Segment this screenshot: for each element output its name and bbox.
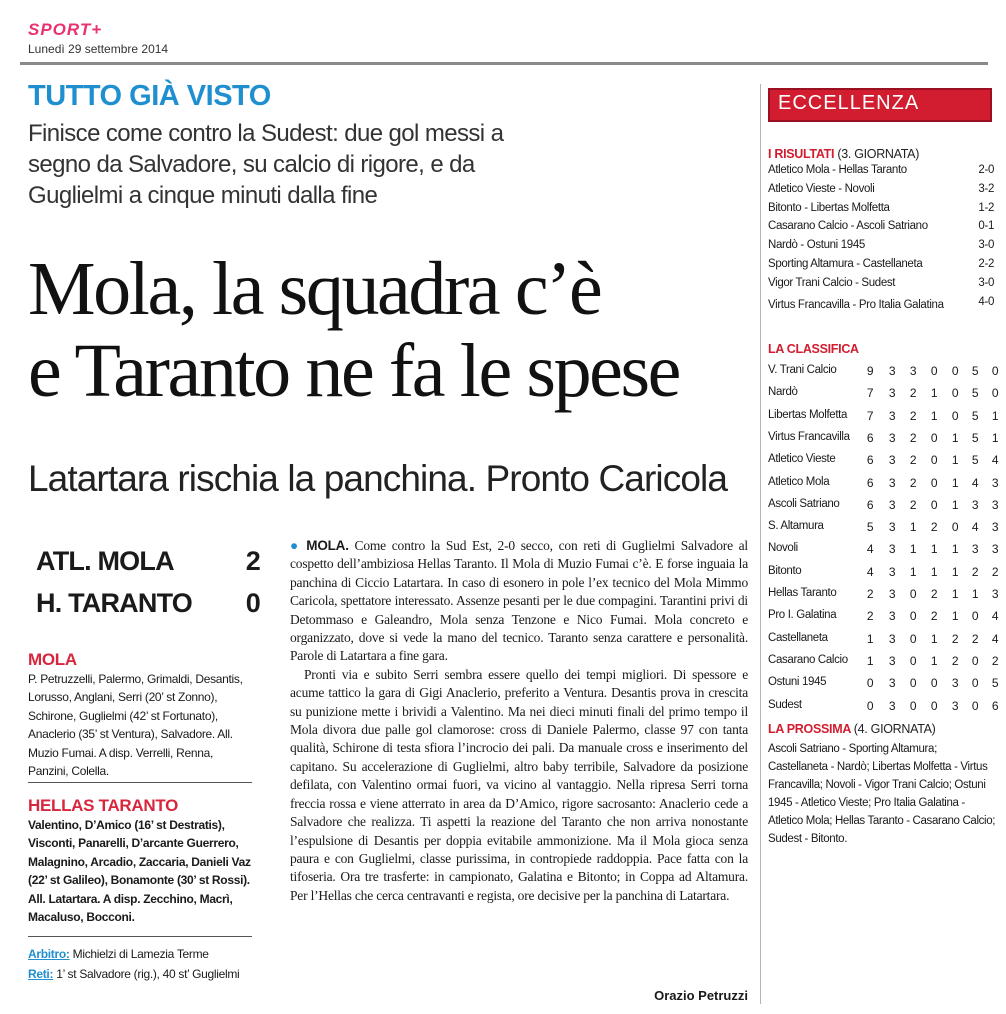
goals-row: [28, 966, 254, 983]
standings-value: 1: [866, 631, 874, 646]
away-goals: 0: [245, 588, 260, 618]
next-fixtures: Ascoli Satriano - Sporting Altamura; Castellaneta - Nardò; Libertas Molfetta - Virtus Francavilla; Novoli - Vigor Trani Calcio; Ostuni 1945 - Atletico Vieste; Pro Italia Galatina - Atletico Mola; Hellas Taranto - Casarano Calcio; Sudest - Bitonto.: [768, 743, 996, 845]
standings-team: V. Trani Calcio: [768, 364, 837, 376]
result-row: [768, 296, 994, 332]
result-score: 3-2: [978, 183, 994, 195]
article-headline: [28, 248, 788, 412]
result-score: 4-0: [978, 296, 994, 308]
result-score: 3-0: [978, 277, 994, 289]
standings-value: 3: [888, 386, 896, 401]
standings-value: 1: [951, 587, 959, 601]
standings-value: 1: [866, 653, 874, 668]
standings-value: 7: [866, 386, 874, 401]
body-paragraph-2: Pronti via e subito Serri sembra essere quello dei tempi migliori. Di spessore e acume tattico la gara di Gigi Anaclerio, preferito a Ventura. Desantis prova in crescita su punizione mette i brividi a Valentino. Ma nei dieci minuti finali del primo tempo il Mola divora due palle gol clamorose: cross di Daniele Palermo, classe 97 con tanta qualità, Schirone di testa sfiora l’incrocio dei pali. Da manuale cross e inserimento del capitano. Su accelerazione di Guglielmi, altro baby terribile, Salvadore da posizione defilata, con Valentino ormai fuori, va vicino al vantaggio. Nella ripresa Serri torna freccia rossa e viene atterrato in area da D’Amico, rigore sacrosanto: Anaclerio cede a Salvadore che realizza. Ti aspetti la reazione del Taranto che non arriva nonostante l’espulsione di Desantis per doppia evitabile ammonizione. Ma il Mola gioca senza paura e con Guglielmi, classe purissima, in contropiede raddoppia. Pace fatta con la tifoseria. Ora tre trasferte: in campionato, Galatina e Bitonto; in Coppa ad Altamura. Per l’Hellas che cerca centravanti e regista, ore decisive per la panchina di Latartara.: [290, 666, 748, 903]
home-goals: 2: [245, 546, 260, 576]
standings-value: 7: [866, 408, 874, 423]
standings-value: 2: [991, 653, 999, 668]
brand-name: SPORT: [28, 20, 92, 39]
standings-value: 0: [909, 676, 917, 691]
standings-value: 5: [991, 676, 999, 691]
standings-value: 2: [971, 631, 979, 646]
standings-value: 3: [888, 430, 896, 445]
standings-value: 5: [971, 408, 979, 423]
mola-label: MOLA: [28, 650, 77, 669]
standings-team: Sudest: [768, 698, 802, 711]
standings-value: 2: [909, 408, 917, 423]
standings-value: 3: [888, 676, 896, 691]
body-p1-text: Come contro la Sud Est, 2-0 secco, con reti di Guglielmi Salvadore al cospetto dell’ambiziosa Hellas Taranto. Il Mola di Muzio Fumai c’è. E forse inguaia la panchina di Ciccio Latartara. In caso di esonero in pole l’ex tecnico del Mola Mimmo Caricola, spettatore interessato. Assenze pesanti per le due compagini. Tarantini privi di Detommaso e Galeandro, Mola senza Tenzone e Nico Fumai. Mola concreto e organizzato, dove si vede la mano del tecnico. Taranto senza carattere e personalità. Parole di Latartara a fine gara.: [290, 538, 748, 664]
result-match: Nardò - Ostuni 1945: [768, 239, 865, 251]
standings-value: 3: [991, 542, 999, 557]
standings-value: 3: [971, 497, 979, 512]
standings-value: 0: [951, 386, 959, 401]
standings-value: 3: [888, 698, 896, 713]
standings-value: 3: [888, 520, 896, 535]
result-match: Virtus Francavilla - Pro Italia Galatina: [768, 299, 944, 311]
standings-team: Casarano Calcio: [768, 653, 848, 666]
standings-value: 0: [909, 631, 917, 646]
standings-value: 0: [991, 386, 999, 401]
standings-value: 1: [951, 609, 959, 624]
standings-value: 0: [930, 430, 938, 445]
standings-value: 4: [971, 520, 979, 535]
bullet-icon: ●: [290, 538, 301, 553]
standings-value: 3: [888, 587, 896, 601]
standings-value: 0: [951, 364, 959, 378]
standings-value: 0: [971, 676, 979, 691]
standings-value: 6: [866, 453, 874, 468]
standings-value: 3: [991, 475, 999, 490]
standings-value: 5: [866, 520, 874, 535]
body-lead: MOLA.: [306, 538, 349, 553]
standings-value: 3: [888, 453, 896, 468]
article-deck: Latartara rischia la panchina. Pronto Caricola: [28, 458, 727, 499]
header-divider: [20, 62, 988, 65]
standings-value: 1: [930, 631, 938, 646]
standings-value: 3: [888, 542, 896, 557]
brand-logo: [28, 20, 102, 40]
standings-value: 1: [930, 653, 938, 668]
taranto-label: HELLAS TARANTO: [28, 796, 179, 815]
standings-value: 0: [930, 698, 938, 713]
standings-value: 1: [971, 587, 979, 601]
standings-team: Atletico Vieste: [768, 453, 836, 466]
standings-value: 1: [909, 564, 917, 579]
standings-value: 2: [909, 386, 917, 401]
standings-value: 4: [991, 631, 999, 646]
results-heading: [768, 147, 919, 161]
mola-lineup: P. Petruzzelli, Palermo, Grimaldi, Desantis, Lorusso, Anglani, Serri (20’ st Zonno), Schirone, Guglielmi (42’ st Fortunato), Anaclerio (35’ st Ventura), Salvadore. All. Muzio Fumai. A disp. Verrelli, Renna, Panzini, Colella.: [28, 672, 243, 779]
standings-value: 0: [866, 698, 874, 713]
result-score: 2-2: [978, 258, 994, 270]
standings-value: 1: [951, 453, 959, 468]
standings-value: 1: [909, 542, 917, 557]
standings-value: 1: [951, 497, 959, 512]
standings-value: 0: [866, 676, 874, 691]
standings-value: 1: [951, 430, 959, 445]
standings-value: 2: [930, 520, 938, 535]
standings-team: Virtus Francavilla: [768, 430, 850, 443]
standings-value: 2: [930, 609, 938, 624]
standings-team: Libertas Molfetta: [768, 408, 848, 421]
standings-team: S. Altamura: [768, 520, 824, 533]
score-row-away: [36, 588, 260, 620]
standings-team: Atletico Mola: [768, 475, 830, 488]
standings-value: 3: [971, 542, 979, 557]
standings-value: 1: [909, 520, 917, 535]
standings-team: Castellaneta: [768, 631, 828, 644]
standings-team: Ostuni 1945: [768, 676, 827, 689]
standings-value: 4: [991, 453, 999, 468]
results-label: I RISULTATI: [768, 147, 835, 161]
standings-value: 2: [866, 587, 874, 601]
referee-row: [28, 946, 254, 963]
standings-value: 2: [951, 631, 959, 646]
standings-value: 0: [930, 497, 938, 512]
standings-value: 3: [888, 475, 896, 490]
standings-value: 3: [909, 364, 917, 378]
standings-value: 0: [930, 453, 938, 468]
result-score: 3-0: [978, 239, 994, 251]
referee-divider: [28, 936, 252, 937]
standings-value: 0: [951, 520, 959, 535]
referee-name: Michielzi di Lamezia Terme: [72, 947, 209, 961]
standings-value: 0: [951, 408, 959, 423]
standings-value: 2: [909, 453, 917, 468]
standings-value: 6: [866, 497, 874, 512]
standings-team: Novoli: [768, 542, 798, 555]
standings-value: 9: [866, 364, 874, 378]
standings-value: 1: [951, 542, 959, 557]
standings-value: 2: [909, 497, 917, 512]
goals-text: 1’ st Salvadore (rig.), 40 st’ Guglielmi: [56, 967, 240, 981]
result-match: Bitonto - Libertas Molfetta: [768, 202, 890, 214]
standings-value: 1: [930, 386, 938, 401]
standings-value: 0: [971, 698, 979, 713]
next-heading: [768, 722, 936, 736]
standings-value: 2: [866, 609, 874, 624]
article-kicker: TUTTO GIÀ VISTO: [28, 80, 271, 112]
standings-value: 2: [991, 564, 999, 579]
headline-line-1: Mola, la squadra c’è: [28, 247, 601, 331]
lineup-divider: [28, 782, 252, 783]
away-team: H. TARANTO: [36, 588, 192, 618]
score-row-home: [36, 546, 260, 578]
standings-value: 3: [951, 698, 959, 713]
next-label: LA PROSSIMA: [768, 722, 851, 736]
standings-value: 2: [909, 475, 917, 490]
standings-value: 0: [909, 609, 917, 624]
result-match: Vigor Trani Calcio - Sudest: [768, 277, 896, 289]
standings-value: 0: [930, 364, 938, 378]
standings-value: 4: [991, 609, 999, 624]
standings-value: 0: [930, 676, 938, 691]
article-body: [290, 537, 748, 905]
standings-value: 0: [971, 653, 979, 668]
standings-value: 1: [951, 475, 959, 490]
result-match: Casarano Calcio - Ascoli Satriano: [768, 220, 928, 232]
standings-value: 3: [991, 587, 999, 601]
result-match: Atletico Mola - Hellas Taranto: [768, 164, 907, 176]
result-match: Atletico Vieste - Novoli: [768, 183, 875, 195]
standings-value: 3: [888, 631, 896, 646]
goals-label: Reti:: [28, 967, 54, 981]
standings-value: 4: [866, 564, 874, 579]
referee-label: Arbitro:: [28, 947, 70, 961]
result-score: 0-1: [978, 220, 994, 232]
sidebar-title: ECCELLENZA: [778, 92, 920, 114]
brand-plus: +: [91, 20, 103, 39]
standings-value: 1: [991, 430, 999, 445]
issue-date: Lunedì 29 settembre 2014: [28, 42, 169, 56]
standings-value: 2: [930, 587, 938, 601]
standings-value: 0: [930, 475, 938, 490]
standings-heading: LA CLASSIFICA: [768, 342, 859, 356]
standings-team: Pro I. Galatina: [768, 609, 837, 622]
standings-value: 2: [909, 430, 917, 445]
sidebar-divider: [760, 84, 761, 1004]
standings-value: 1: [951, 564, 959, 579]
standings-value: 3: [888, 497, 896, 512]
standings-value: 1: [930, 542, 938, 557]
standings-value: 5: [971, 430, 979, 445]
standings-value: 4: [971, 475, 979, 490]
headline-line-2: e Taranto ne fa le spese: [28, 329, 680, 413]
standings-team: Ascoli Satriano: [768, 497, 840, 510]
standings-team: Hellas Taranto: [768, 587, 837, 599]
result-score: 2-0: [978, 164, 994, 176]
standings-value: 1: [930, 564, 938, 579]
home-team: ATL. MOLA: [36, 546, 174, 576]
result-match: Sporting Altamura - Castellaneta: [768, 258, 923, 270]
standings-value: 0: [909, 653, 917, 668]
next-sub: (4. GIORNATA): [853, 722, 936, 736]
standings-value: 5: [971, 453, 979, 468]
standings-value: 3: [888, 364, 896, 378]
standings-value: 0: [909, 587, 917, 601]
standings-value: 5: [971, 386, 979, 401]
standings-value: 2: [951, 653, 959, 668]
standings-value: 1: [930, 408, 938, 423]
standings-value: 3: [888, 653, 896, 668]
standings-value: 1: [991, 408, 999, 423]
result-score: 1-2: [978, 202, 994, 214]
standings-value: 6: [866, 475, 874, 490]
standings-value: 2: [971, 564, 979, 579]
standings-team: Bitonto: [768, 564, 802, 577]
standings-value: 5: [971, 364, 979, 378]
standings-value: 4: [866, 542, 874, 557]
standings-value: 3: [888, 609, 896, 624]
standings-value: 0: [991, 364, 999, 378]
standings-value: 0: [909, 698, 917, 713]
standings-value: 6: [991, 698, 999, 713]
standings-value: 3: [951, 676, 959, 691]
standings-value: 3: [991, 497, 999, 512]
standings-value: 0: [971, 609, 979, 624]
standings-value: 3: [888, 408, 896, 423]
standings-value: 3: [888, 564, 896, 579]
standings-value: 6: [866, 430, 874, 445]
standings-value: 3: [991, 520, 999, 535]
standings-team: Nardò: [768, 386, 798, 399]
article-subhead: Finisce come contro la Sudest: due gol messi a segno da Salvadore, su calcio di rigore, e da Guglielmi a cinque minuti dalla fine: [28, 120, 504, 209]
results-sub: (3. GIORNATA): [837, 147, 920, 161]
taranto-lineup: Valentino, D’Amico (16’ st Destratis), Visconti, Panarelli, D’arcante Guerrero, Malagnino, Arcadio, Zaccaria, Danieli Vaz (22’ st Galileo), Bonamonte (30’ st Rossi). All. Latartara. A disp. Zecchino, Macrì, Macaluso, Bocconi.: [28, 818, 251, 925]
byline: Orazio Petruzzi: [654, 988, 748, 1003]
body-paragraph-1: [290, 537, 748, 666]
